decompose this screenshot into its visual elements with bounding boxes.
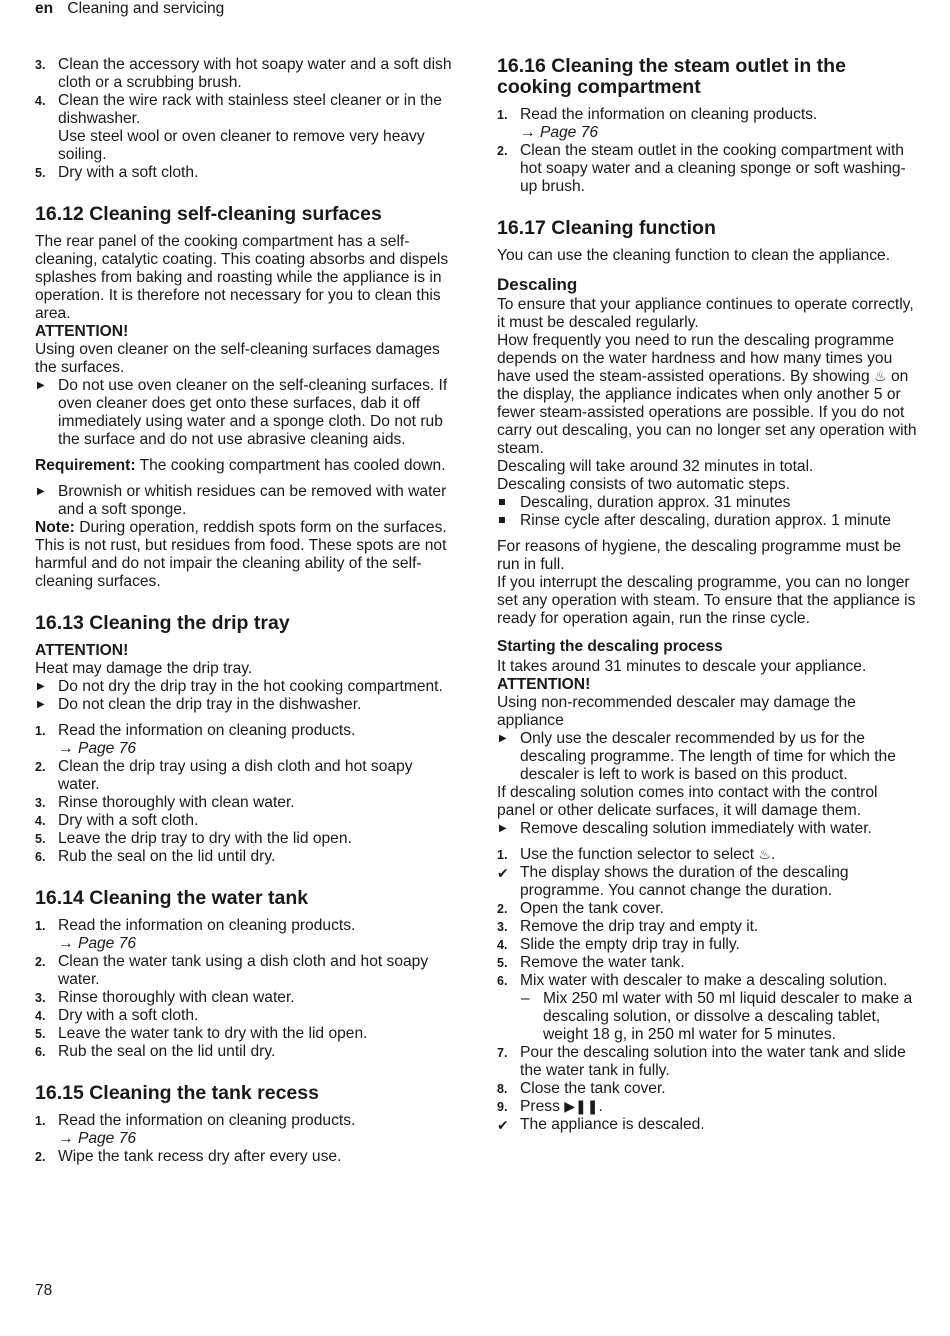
bullet-text: Do not dry the drip tray in the hot cooking compartment. xyxy=(58,678,443,695)
subsection-heading: Descaling xyxy=(497,275,578,294)
step-text: Remove the drip tray and empty it. xyxy=(520,918,759,935)
page-reference-link[interactable] xyxy=(58,740,136,757)
paragraph: For reasons of hygiene, the descaling programme must be run in full. xyxy=(497,538,901,573)
right-arrow-icon: → xyxy=(58,740,74,757)
list-item xyxy=(497,918,917,936)
step-number: 1. xyxy=(35,919,46,933)
note xyxy=(35,519,453,591)
section-heading: 16.12 Cleaning self-cleaning surfaces xyxy=(35,203,382,225)
step-number: 4. xyxy=(35,814,46,828)
list-item xyxy=(35,696,453,714)
step-number: 6. xyxy=(35,850,46,864)
sub-item-text: Mix 250 ml water with 50 ml liquid descaler to make a descaling solution, or dissolve a descaling tablet, weight 18 g, in 250 ml water for 5 minutes. xyxy=(543,990,913,1043)
list-item xyxy=(35,377,453,449)
step-number: 1. xyxy=(497,108,508,122)
paragraph: The rear panel of the cooking compartment has a self-cleaning, catalytic coating. This coating absorbs and dispels splashes from baking and roasting while the appliance is in operation. It is therefore not necessary for you to clean this area. xyxy=(35,233,449,322)
list-item xyxy=(497,954,917,972)
list-item xyxy=(497,1044,917,1080)
triangle-bullet-icon: ▶ xyxy=(37,486,45,497)
bullet-text: Rinse cycle after descaling, duration approx. 1 minute xyxy=(520,512,891,529)
step-number: 3. xyxy=(35,58,46,72)
right-arrow-icon: → xyxy=(58,935,74,952)
attention-label: ATTENTION! xyxy=(497,676,591,693)
step-text: Dry with a soft cloth. xyxy=(58,1007,199,1024)
bullet-text: Remove descaling solution immediately with water. xyxy=(520,820,872,837)
paragraph: It takes around 31 minutes to descale your appliance. xyxy=(497,658,867,675)
requirement xyxy=(35,457,453,475)
step-number: 5. xyxy=(35,166,46,180)
list-item xyxy=(35,678,453,696)
page-reference-link[interactable] xyxy=(520,124,598,141)
step-number: 5. xyxy=(35,832,46,846)
attention-label: ATTENTION! xyxy=(35,642,129,659)
step-number: 5. xyxy=(497,956,508,970)
list-item xyxy=(35,1007,453,1025)
list-item xyxy=(35,92,453,164)
step-text: Use the function selector to select xyxy=(520,846,759,863)
steps-list xyxy=(35,722,453,866)
list-item xyxy=(35,164,453,182)
section-heading: 16.16 Cleaning the steam outlet in the cooking compartment xyxy=(497,55,846,98)
dash-bullet-icon: – xyxy=(521,990,530,1007)
square-bullet-icon xyxy=(499,517,505,523)
step-number: 4. xyxy=(497,938,508,952)
step-number: 1. xyxy=(35,724,46,738)
note-label: Note: xyxy=(35,519,75,536)
list-item xyxy=(35,812,453,830)
step-text: Read the information on cleaning products. xyxy=(58,722,356,739)
step-number: 3. xyxy=(35,796,46,810)
paragraph: Using oven cleaner on the self-cleaning surfaces damages the surfaces. xyxy=(35,341,440,376)
list-item xyxy=(497,820,917,838)
bullet-text: Do not clean the drip tray in the dishwasher. xyxy=(58,696,362,713)
step-text: Mix water with descaler to make a descaling solution. xyxy=(520,972,888,989)
step-number: 4. xyxy=(35,1009,46,1023)
list-item xyxy=(35,989,453,1007)
step-text: Wipe the tank recess dry after every use. xyxy=(58,1148,342,1165)
triangle-bullet-icon: ▶ xyxy=(499,733,507,744)
list-item xyxy=(35,722,453,758)
right-column xyxy=(497,56,917,1134)
list-item: 9. Press ▶❚❚. xyxy=(497,1098,603,1115)
page-reference-text: Page 76 xyxy=(77,740,137,757)
steps-list xyxy=(35,917,453,1061)
square-bullet-icon xyxy=(499,499,505,505)
triangle-bullet-icon: ▶ xyxy=(37,699,45,710)
list-item xyxy=(497,512,917,530)
step-number: 3. xyxy=(35,991,46,1005)
sub-list-item xyxy=(497,990,917,1044)
step-text: Remove the water tank. xyxy=(520,954,685,971)
step-number: 3. xyxy=(497,920,508,934)
section-heading: 16.17 Cleaning function xyxy=(497,217,716,239)
step-number: 1. xyxy=(35,1114,46,1128)
step-text: Clean the steam outlet in the cooking compartment with hot soapy water and a cleaning sponge or soft washing-up brush. xyxy=(520,142,906,195)
step-number: 6. xyxy=(35,1045,46,1059)
page-reference-link[interactable] xyxy=(58,935,136,952)
right-arrow-icon: → xyxy=(520,124,536,141)
step-text: Leave the drip tray to dry with the lid open. xyxy=(58,830,352,847)
step-number: 2. xyxy=(497,902,508,916)
intro-steps xyxy=(35,56,453,182)
descaling-symbol-icon: ♨ xyxy=(758,847,771,863)
list-item xyxy=(35,483,453,519)
list-item xyxy=(35,917,453,953)
step-text: Slide the empty drip tray in fully. xyxy=(520,936,740,953)
result-item xyxy=(497,864,917,900)
list-item xyxy=(497,900,917,918)
paragraph-text: on the display, the appliance indicates when only another 5 or fewer steam-assisted operations are possible. If you do not carry out descaling, you can no longer set any operation with steam. xyxy=(497,368,917,457)
step-text: Rinse thoroughly with clean water. xyxy=(58,794,295,811)
list-item xyxy=(497,494,917,512)
step-number: 4. xyxy=(35,94,46,108)
left-column xyxy=(35,56,453,1166)
list-item xyxy=(35,1148,453,1166)
list-item: 1. Use the function selector to select ♨. xyxy=(497,846,776,863)
list-item xyxy=(35,953,453,989)
step-text: Clean the drip tray using a dish cloth and hot soapy water. xyxy=(58,758,413,793)
descaling-symbol-icon: ♨ xyxy=(874,369,887,385)
step-number: 1. xyxy=(497,848,508,862)
list-item xyxy=(497,142,917,196)
step-number: 5. xyxy=(35,1027,46,1041)
paragraph: Descaling will take around 32 minutes in total. xyxy=(497,458,814,475)
list-item xyxy=(497,730,917,784)
paragraph: If descaling solution comes into contact with the control panel or other delicate surfaces, it will damage them. xyxy=(497,784,878,819)
step-number: 2. xyxy=(497,144,508,158)
step-text: Read the information on cleaning products. xyxy=(58,917,356,934)
step-number: 2. xyxy=(35,760,46,774)
check-icon: ✔ xyxy=(497,865,509,881)
requirement-text: The cooking compartment has cooled down. xyxy=(135,457,446,474)
list-item xyxy=(35,1043,453,1061)
step-number: 8. xyxy=(497,1082,508,1096)
step-text: Dry with a soft cloth. xyxy=(58,812,199,829)
list-item xyxy=(35,848,453,866)
steps-list xyxy=(35,1112,453,1166)
steps-list xyxy=(497,106,917,196)
step-number: 6. xyxy=(497,974,508,988)
right-arrow-icon: → xyxy=(58,1130,74,1147)
paragraph: To ensure that your appliance continues to operate correctly, it must be descaled regularly. xyxy=(497,296,914,331)
result-item xyxy=(497,1116,917,1134)
paragraph: If you interrupt the descaling programme, you can no longer set any operation with steam. To ensure that the appliance is ready for operation again, run the rinse cycle. xyxy=(497,574,916,627)
paragraph: You can use the cleaning function to clean the appliance. xyxy=(497,247,891,264)
list-item xyxy=(35,56,453,92)
list-item xyxy=(497,972,917,990)
bullet-text: Brownish or whitish residues can be removed with water and a soft sponge. xyxy=(58,483,447,518)
step-text: Press xyxy=(520,1098,565,1115)
step-text: Read the information on cleaning products. xyxy=(58,1112,356,1129)
bullet-text: Do not use oven cleaner on the self-cleaning surfaces. If oven cleaner does get onto these surfaces, dab it off immediately using water and a sponge cloth. Do not rub the surface and do not use abrasive cleaning aids. xyxy=(58,377,448,448)
list-item xyxy=(35,1025,453,1043)
page-reference-text: Page 76 xyxy=(77,1130,137,1147)
step-text: Rinse thoroughly with clean water. xyxy=(58,989,295,1006)
check-icon: ✔ xyxy=(497,1117,509,1133)
page-reference-text: Page 76 xyxy=(539,124,599,141)
result-text: The appliance is descaled. xyxy=(520,1116,705,1133)
list-item xyxy=(497,106,917,142)
page-reference-text: Page 76 xyxy=(77,935,137,952)
paragraph xyxy=(497,332,917,458)
page-number: 78 xyxy=(35,1282,53,1299)
note-text: During operation, reddish spots form on the surfaces. This is not rust, but residues from food. These spots are not harmful and do not impair the cleaning ability of the self-cleaning surfaces. xyxy=(35,519,447,590)
triangle-bullet-icon: ▶ xyxy=(37,681,45,692)
section-heading: 16.15 Cleaning the tank recess xyxy=(35,1082,319,1104)
bullet-text: Only use the descaler recommended by us for the descaling programme. The length of time for which the descaler is left to work is based on this product. xyxy=(520,730,896,783)
step-text: Open the tank cover. xyxy=(520,900,664,917)
step-text: Rub the seal on the lid until dry. xyxy=(58,848,276,865)
paragraph: Heat may damage the drip tray. xyxy=(35,660,253,677)
step-text: Use steel wool or oven cleaner to remove very heavy soiling. xyxy=(58,128,425,163)
step-text: Rub the seal on the lid until dry. xyxy=(58,1043,276,1060)
language-code: en xyxy=(35,0,54,17)
subsection-heading: Starting the descaling process xyxy=(497,638,723,655)
step-text: Leave the water tank to dry with the lid open. xyxy=(58,1025,368,1042)
paragraph: Using non-recommended descaler may damage the appliance xyxy=(497,694,856,729)
triangle-bullet-icon: ▶ xyxy=(499,823,507,834)
step-number: 9. xyxy=(497,1100,508,1114)
play-pause-icon: ▶❚❚ xyxy=(564,1099,599,1115)
section-title: Cleaning and servicing xyxy=(67,0,225,17)
step-text: Clean the wire rack with stainless steel cleaner or in the dishwasher. xyxy=(58,92,442,127)
page-reference-link[interactable] xyxy=(58,1130,136,1147)
steps-list xyxy=(497,846,917,1134)
running-header xyxy=(35,0,224,18)
triangle-bullet-icon: ▶ xyxy=(37,380,45,391)
list-item xyxy=(497,1080,917,1098)
section-heading: 16.14 Cleaning the water tank xyxy=(35,887,309,909)
step-text: Pour the descaling solution into the water tank and slide the water tank in fully. xyxy=(520,1044,906,1079)
bullet-text: Descaling, duration approx. 31 minutes xyxy=(520,494,791,511)
section-heading: 16.13 Cleaning the drip tray xyxy=(35,612,290,634)
list-item xyxy=(35,758,453,794)
step-text: Dry with a soft cloth. xyxy=(58,164,199,181)
step-number: 2. xyxy=(35,1150,46,1164)
step-text: Clean the water tank using a dish cloth and hot soapy water. xyxy=(58,953,429,988)
step-text: Close the tank cover. xyxy=(520,1080,666,1097)
step-text: Read the information on cleaning products. xyxy=(520,106,818,123)
paragraph: Descaling consists of two automatic steps. xyxy=(497,476,790,493)
list-item xyxy=(35,1112,453,1148)
requirement-label: Requirement: xyxy=(35,457,136,474)
step-number: 2. xyxy=(35,955,46,969)
list-item xyxy=(35,830,453,848)
step-text: Clean the accessory with hot soapy water and a soft dish cloth or a scrubbing brush. xyxy=(58,56,452,91)
step-number: 7. xyxy=(497,1046,508,1060)
attention-label: ATTENTION! xyxy=(35,323,129,340)
list-item xyxy=(35,794,453,812)
list-item xyxy=(497,936,917,954)
paragraph-text: How frequently you need to run the descaling programme depends on the water hardness and how many times you have used the steam-assisted operations. By showing xyxy=(497,332,895,385)
result-text: The display shows the duration of the descaling programme. You cannot change the duration. xyxy=(520,864,849,899)
